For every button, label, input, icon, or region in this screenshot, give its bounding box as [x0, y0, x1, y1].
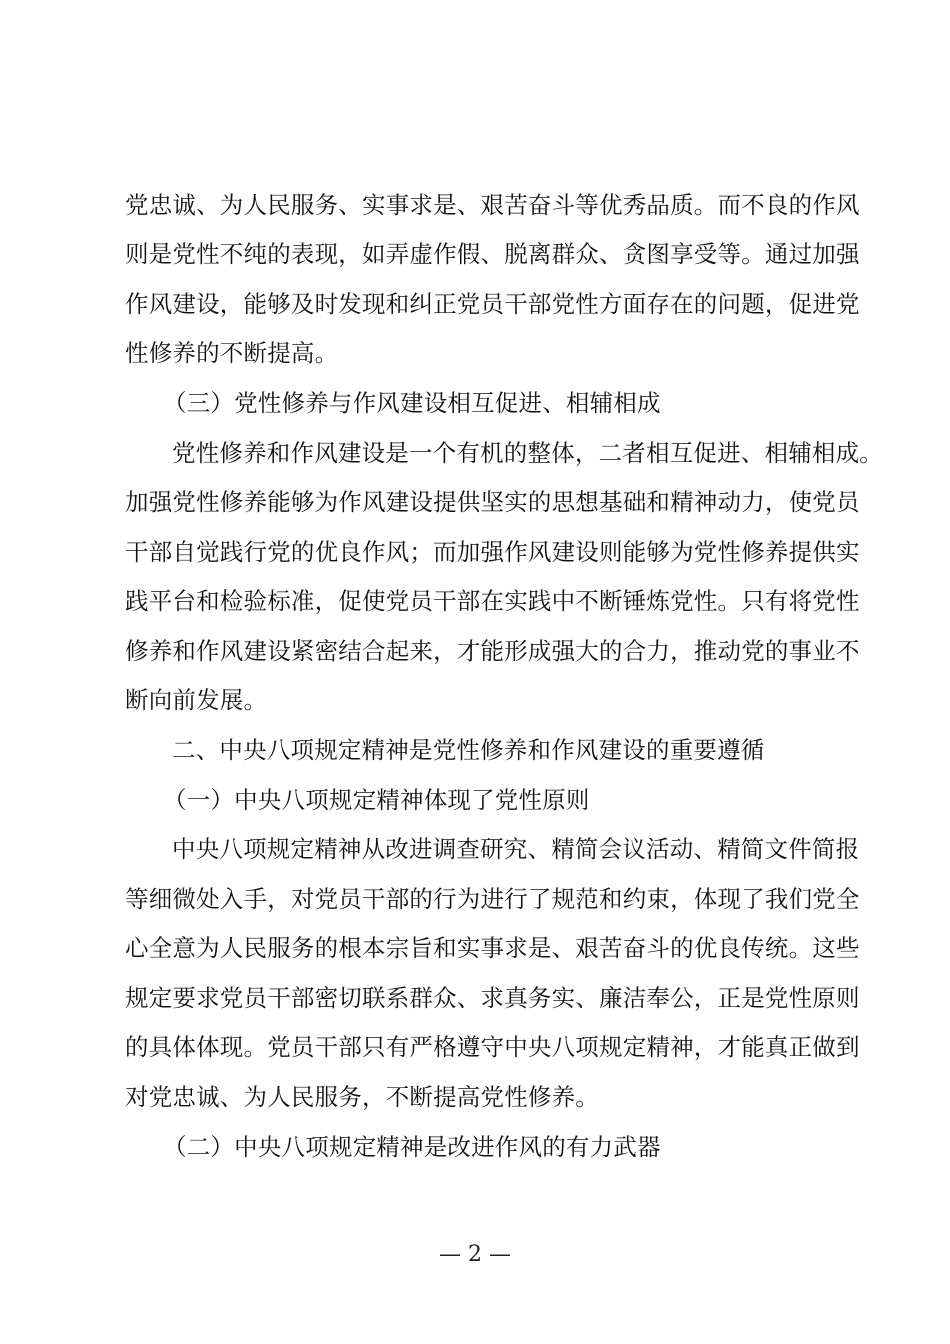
text-line: 对党忠诚、为人民服务，不断提高党性修养。 — [125, 1083, 599, 1111]
text-line: 党忠诚、为人民服务、实事求是、艰苦奋斗等优秀品质。而不良的作风 — [125, 191, 860, 219]
text-line: 加强党性修养能够为作风建设提供坚实的思想基础和精神动力，使党员 — [125, 488, 860, 516]
text-line: 干部自觉践行党的优良作风；而加强作风建设则能够为党性修养提供实 — [125, 538, 860, 566]
chapter-heading: 二、中央八项规定精神是党性修养和作风建设的重要遵循 — [172, 736, 765, 764]
text-line: 作风建设，能够及时发现和纠正党员干部党性方面存在的问题，促进党 — [125, 290, 860, 318]
text-line: 规定要求党员干部密切联系群众、求真务实、廉洁奉公，正是党性原则 — [125, 984, 860, 1012]
paragraph-first-line: 中央八项规定精神从改进调查研究、精简会议活动、精简文件简报 — [172, 835, 860, 863]
text-line: 则是党性不纯的表现，如弄虚作假、脱离群众、贪图享受等。通过加强 — [125, 240, 860, 268]
text-line: 性修养的不断提高。 — [125, 339, 339, 367]
page-number: — 2 — — [439, 1242, 511, 1267]
text-line: 断向前发展。 — [125, 686, 268, 714]
section-heading: （三）党性修养与作风建设相互促进、相辅相成 — [163, 389, 661, 417]
section-heading: （一）中央八项规定精神体现了党性原则 — [163, 786, 590, 814]
text-line: 心全意为人民服务的根本宗旨和实事求是、艰苦奋斗的优良传统。这些 — [125, 934, 860, 962]
paragraph-first-line: 党性修养和作风建设是一个有机的整体，二者相互促进、相辅相成。 — [172, 439, 883, 467]
text-line: 践平台和检验标准，促使党员干部在实践中不断锤炼党性。只有将党性 — [125, 587, 860, 615]
text-line: 修养和作风建设紧密结合起来，才能形成强大的合力，推动党的事业不 — [125, 637, 860, 665]
text-line: 的具体体现。党员干部只有严格遵守中央八项规定精神，才能真正做到 — [125, 1033, 860, 1061]
text-line: 等细微处入手，对党员干部的行为进行了规范和约束，体现了我们党全 — [125, 885, 860, 913]
section-heading: （二）中央八项规定精神是改进作风的有力武器 — [163, 1133, 661, 1161]
